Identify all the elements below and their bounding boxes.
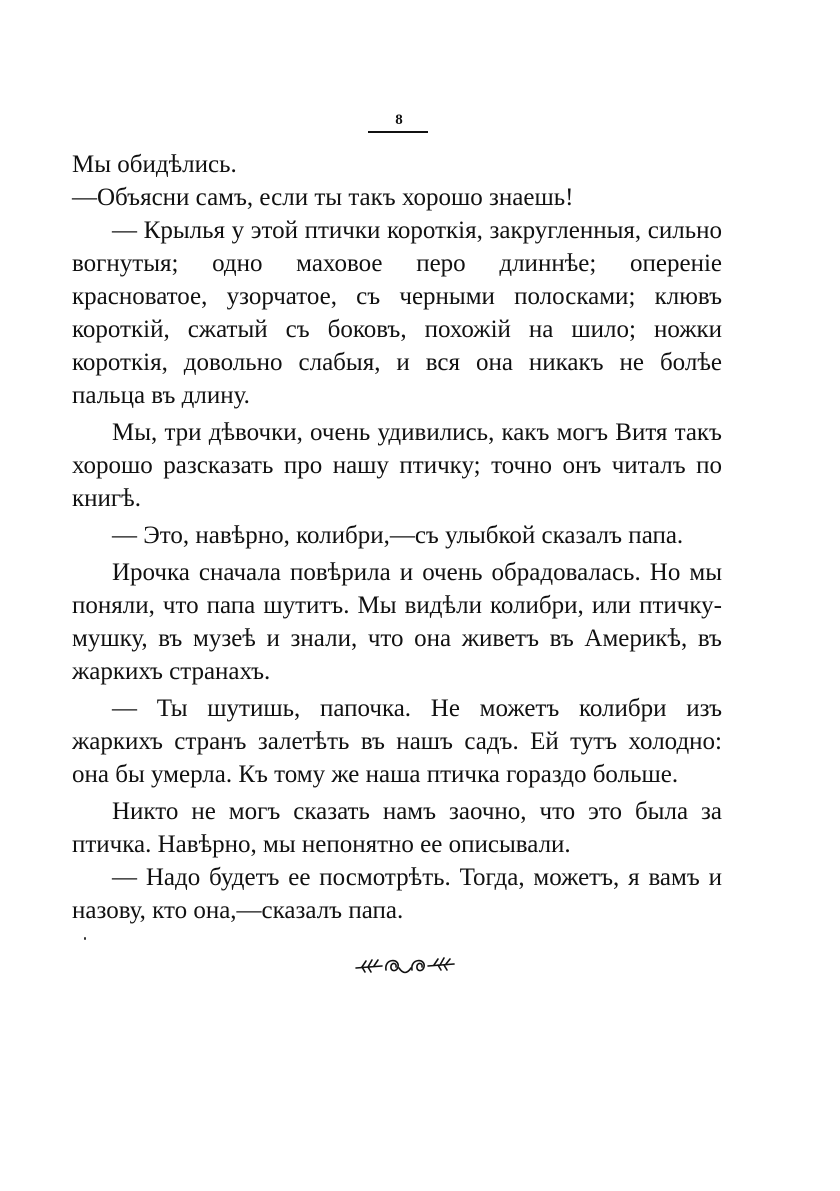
floral-tailpiece-ornament-icon xyxy=(352,950,458,980)
paragraph: Ирочка сначала повѣрила и очень обрадовалась. Но мы поняли, что папа шутитъ. Мы видѣли колибри, или птичку-мушку, въ музеѣ и знали, что она живетъ въ Америкѣ, въ жаркихъ странахъ. xyxy=(72,559,722,685)
page-number-rule xyxy=(368,131,428,133)
paragraph: — Это, навѣрно, колибри,—съ улыбкой сказалъ папа. xyxy=(112,522,684,549)
paragraph: Мы обидѣлись. xyxy=(72,151,237,178)
paragraph: — Ты шутишь, папочка. Не можетъ колибри изъ жаркихъ странъ залетѣть въ нашъ садъ. Ей тутъ холодно: она бы умерла. Къ тому же наша птичка гораздо больше. xyxy=(72,695,722,788)
body-text xyxy=(72,148,722,927)
paragraph: —Объясни самъ, если ты такъ хорошо знаешь! xyxy=(72,184,574,211)
stray-ink-mark xyxy=(84,937,86,940)
paragraph: Никто не могъ сказать намъ заочно, что это была за птичка. Навѣрно, мы непонятно ее описывали. xyxy=(72,798,722,858)
paragraph: — Надо будетъ ее посмотрѣть. Тогда, можетъ, я вамъ и назову, кто она,—сказалъ папа. xyxy=(72,864,722,924)
paragraph: Мы, три дѣвочки, очень удивились, какъ могъ Витя такъ хорошо разсказать про нашу птичку; точно онъ читалъ по книгѣ. xyxy=(72,419,722,512)
paragraph: — Крылья у этой птички короткія, закругленныя, сильно вогнутыя; одно маховое перо длиннѣе; опереніе красноватое, узорчатое, съ черными полосками; клювъ короткій, сжатый съ боковъ, похожій на шило; ножки короткія, довольно слабыя, и вся она никакъ не болѣе пальца въ длину. xyxy=(72,217,722,409)
page-number: 8 xyxy=(395,112,403,128)
